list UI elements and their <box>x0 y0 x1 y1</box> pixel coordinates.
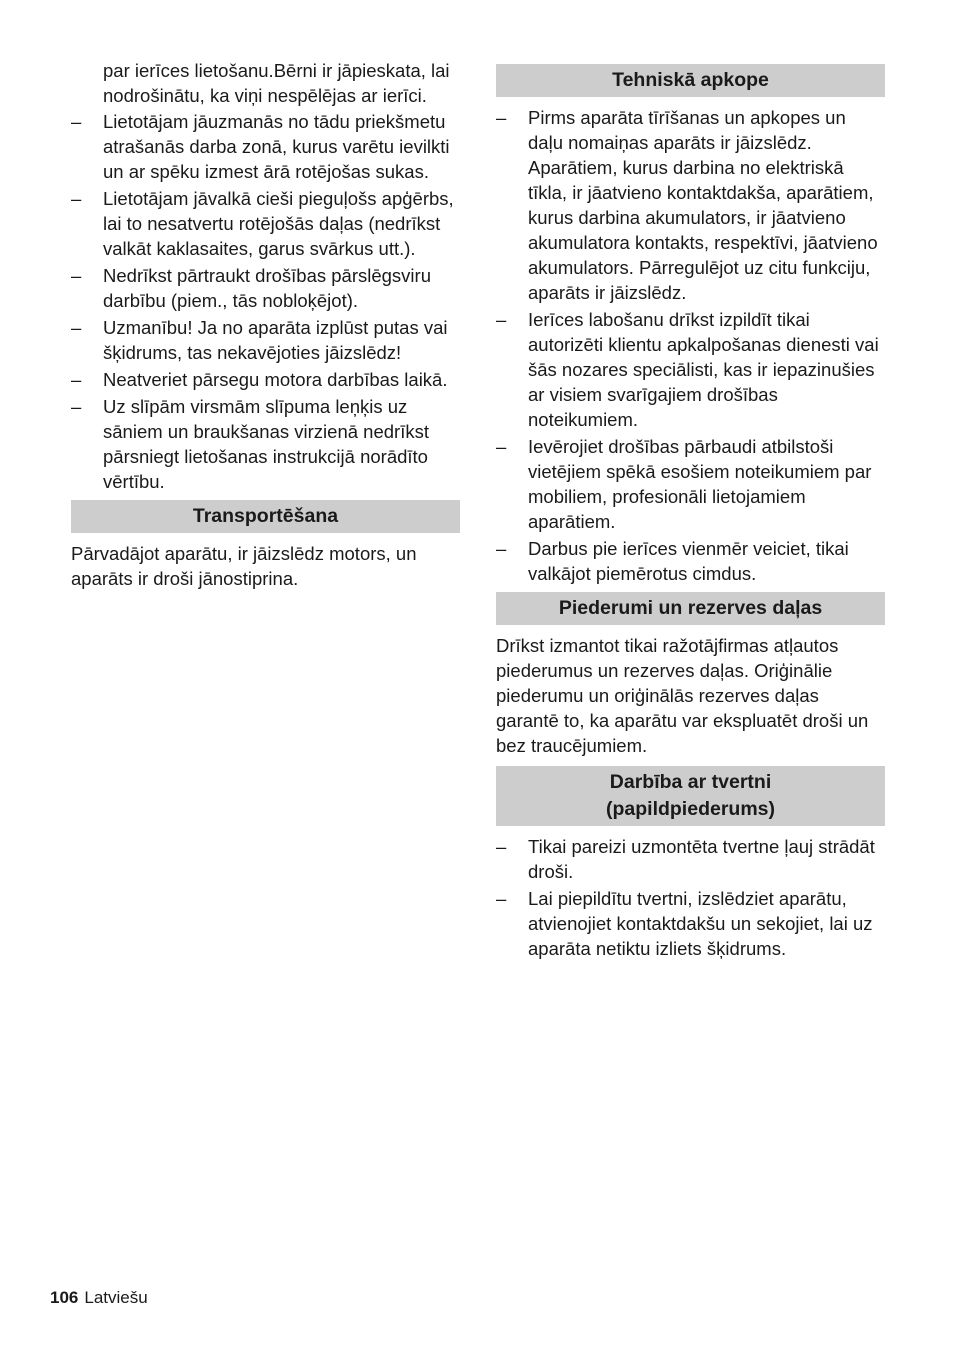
dash-bullet: – <box>496 538 507 559</box>
page-footer <box>50 1288 148 1308</box>
tank-heading-line2: (papildpiederums) <box>605 798 776 820</box>
list-item: – Nedrīkst pārtraukt drošības pārslēgsviru darbību (piem., tās nobloķējot). <box>71 265 431 311</box>
dash-bullet: – <box>496 107 507 128</box>
list-item: – Ierīces labošanu drīkst izpildīt tikai autorizēti klientu apkalpošanas dienesti vai šās nozares speciālisti, kas ir iepazinušies ar visiem svarīgajiem drošības noteikumiem. <box>496 309 879 430</box>
footer-language: Latviešu <box>84 1288 148 1307</box>
list-item: – Uzmanību! Ja no aparāta izplūst putas vai šķidrums, tas nekavējoties jāizslēdz! <box>71 317 448 363</box>
tank-heading-line1: Darbība ar tvertni <box>609 771 772 793</box>
safety-list <box>71 109 460 494</box>
accessories-paragraph: Drīkst izmantot tikai ražotājfirmas atļautos piederumus un rezerves daļas. Oriģinālie piederumu un oriģinālās rezerves daļas garantē to, ka aparātu var ekspluatēt droši un bez traucējumiem. <box>496 635 869 756</box>
list-item: – Darbus pie ierīces vienmēr veiciet, tikai valkājot piemērotus cimdus. <box>496 538 849 584</box>
list-item: – Lietotājam jāuzmanās no tādu priekšmetu atrašanās darba zonā, kurus varētu ievilkti un ar spēku izmest ārā rotējošas sukas. <box>71 111 450 182</box>
transport-paragraph: Pārvadājot aparātu, ir jāizslēdz motors, un aparāts ir droši jānostiprina. <box>71 543 417 589</box>
dash-bullet: – <box>71 317 82 338</box>
tank-list <box>496 834 885 961</box>
list-item: – Ievērojiet drošības pārbaudi atbilstoši vietējiem spēkā esošiem noteikumiem par mobiliem, profesionāli lietojamiem aparātiem. <box>496 436 872 532</box>
maintenance-heading: Tehniskā apkope <box>496 64 885 97</box>
maintenance-list <box>496 105 885 586</box>
list-item: – Lai piepildītu tvertni, izslēdziet aparātu, atvienojiet kontaktdakšu un sekojiet, lai uz aparāta netiktu izliets šķidrums. <box>496 888 873 959</box>
dash-bullet: – <box>71 369 82 390</box>
page-number: 106 <box>50 1288 79 1307</box>
dash-bullet: – <box>71 188 82 209</box>
list-item: – Uz slīpām virsmām slīpuma leņķis uz sāniem un braukšanas virzienā nedrīkst pārsniegt lietošanas instrukcijā norādīto vērtību. <box>71 396 429 492</box>
dash-bullet: – <box>71 396 82 417</box>
dash-bullet: – <box>496 836 507 857</box>
right-column <box>496 64 885 963</box>
list-item: – Lietotājam jāvalkā cieši pieguļošs apģērbs, lai to nesatvertu rotējošās daļas (nedrīkst valkāt kaklasaites, garus svārkus utt.). <box>71 188 454 259</box>
dash-bullet: – <box>496 309 507 330</box>
left-column <box>71 58 460 591</box>
accessories-heading: Piederumi un rezerves daļas <box>496 592 885 625</box>
list-item: – Tikai pareizi uzmontēta tvertne ļauj strādāt droši. <box>496 836 875 882</box>
dash-bullet: – <box>71 111 82 132</box>
list-item: – Pirms aparāta tīrīšanas un apkopes un daļu nomaiņas aparāts ir jāizslēdz. Aparātiem, kurus darbina no elektriskā tīkla, ir jāatvieno kontaktdakša, aparātiem, kurus darbina akumulators, ir jāatvieno akumulatora kontakts, respektīvi, jāatvieno akumulators. Pārregulējot uz citu funkciju, aparāts ir jāizslēdz. <box>496 107 878 303</box>
continued-paragraph: par ierīces lietošanu.Bērni ir jāpieskata, lai nodrošinātu, ka viņi nespēlējas ar ierīci. <box>103 60 450 106</box>
transport-heading: Transportēšana <box>71 500 460 533</box>
dash-bullet: – <box>496 888 507 909</box>
list-item: – Neatveriet pārsegu motora darbības laikā. <box>71 369 448 390</box>
tank-heading <box>496 766 885 826</box>
dash-bullet: – <box>496 436 507 457</box>
dash-bullet: – <box>71 265 82 286</box>
